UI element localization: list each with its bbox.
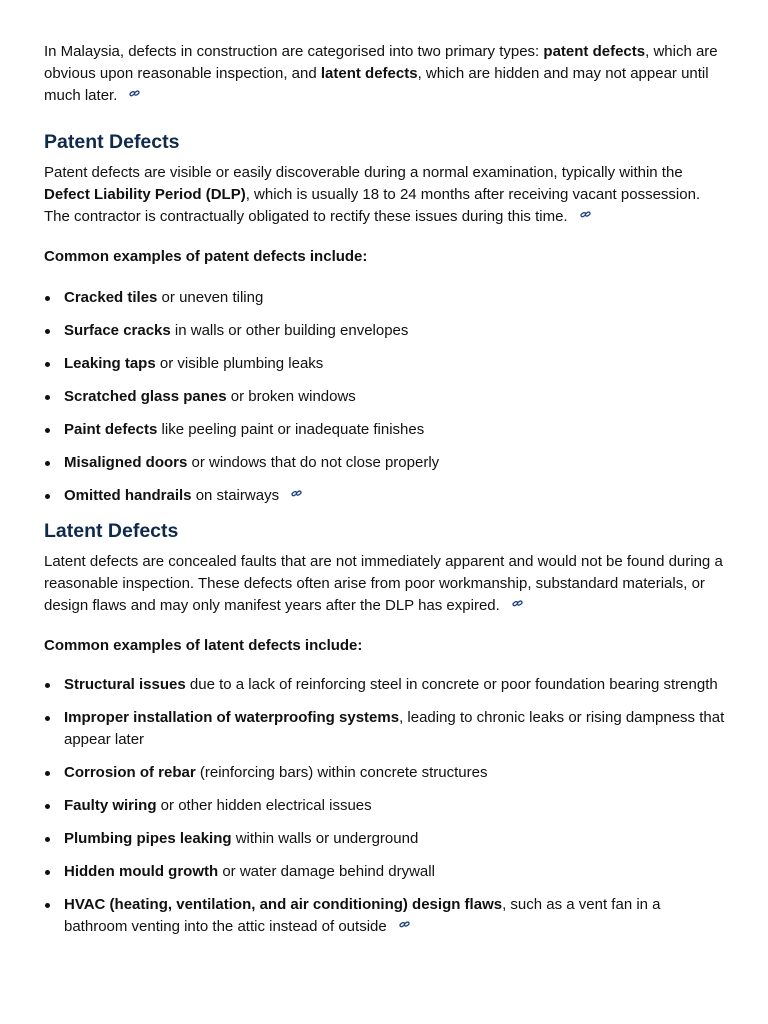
term-dlp: Defect Liability Period (DLP) xyxy=(44,186,246,203)
list-item: Corrosion of rebar (reinforcing bars) within concrete structures xyxy=(64,762,728,784)
heading-latent-defects: Latent Defects xyxy=(44,520,179,542)
list-item: Omitted handrails on stairways xyxy=(64,485,728,507)
link-icon[interactable] xyxy=(291,489,302,498)
list-item: Leaking taps or visible plumbing leaks xyxy=(64,353,728,375)
heading-patent-defects: Patent Defects xyxy=(44,131,180,153)
term-latent-defects: latent defects xyxy=(320,65,418,82)
latent-paragraph: Latent defects are concealed faults that are not immediately apparent and would not be found during a reasonable inspection. These defects often arise from poor workmanship, substandard materials, or design flaws and may only manifest years after the DLP has expired. xyxy=(44,553,723,614)
link-icon[interactable] xyxy=(580,210,591,219)
intro-paragraph: In Malaysia, defects in construction are categorised into two primary types: patent defects, which are obvious upon reasonable inspection, and latent defects, which are hidden and may not appear until much later. xyxy=(44,43,718,104)
list-item: Faulty wiring or other hidden electrical issues xyxy=(64,795,728,817)
latent-list-heading: Common examples of latent defects include: xyxy=(44,637,363,654)
link-icon[interactable] xyxy=(129,89,140,98)
list-item: Paint defects like peeling paint or inadequate finishes xyxy=(64,419,728,441)
link-icon[interactable] xyxy=(512,599,523,608)
list-item: HVAC (heating, ventilation, and air conditioning) design flaws, such as a vent fan in a bathroom venting into the attic instead of outside xyxy=(64,894,728,938)
latent-examples-list xyxy=(44,674,728,938)
list-item: Scratched glass panes or broken windows xyxy=(64,386,728,408)
patent-paragraph: Patent defects are visible or easily discoverable during a normal examination, typically within the Defect Liability Period (DLP), which is usually 18 to 24 months after receiving vacant possession. The contractor is contractually obligated to rectify these issues during this time. xyxy=(44,164,701,225)
list-item: Surface cracks in walls or other building envelopes xyxy=(64,320,728,342)
list-item: Improper installation of waterproofing systems, leading to chronic leaks or rising dampness that appear later xyxy=(64,707,728,751)
list-item: Plumbing pipes leaking within walls or underground xyxy=(64,828,728,850)
list-item: Misaligned doors or windows that do not close properly xyxy=(64,452,728,474)
term-patent-defects: patent defects xyxy=(543,43,646,60)
list-item: Structural issues due to a lack of reinforcing steel in concrete or poor foundation bearing strength xyxy=(64,674,728,696)
list-item: Cracked tiles or uneven tiling xyxy=(64,287,728,309)
list-item: Hidden mould growth or water damage behind drywall xyxy=(64,861,728,883)
link-icon[interactable] xyxy=(399,920,410,929)
patent-list-heading: Common examples of patent defects include: xyxy=(44,248,368,265)
patent-examples-list xyxy=(44,287,728,507)
